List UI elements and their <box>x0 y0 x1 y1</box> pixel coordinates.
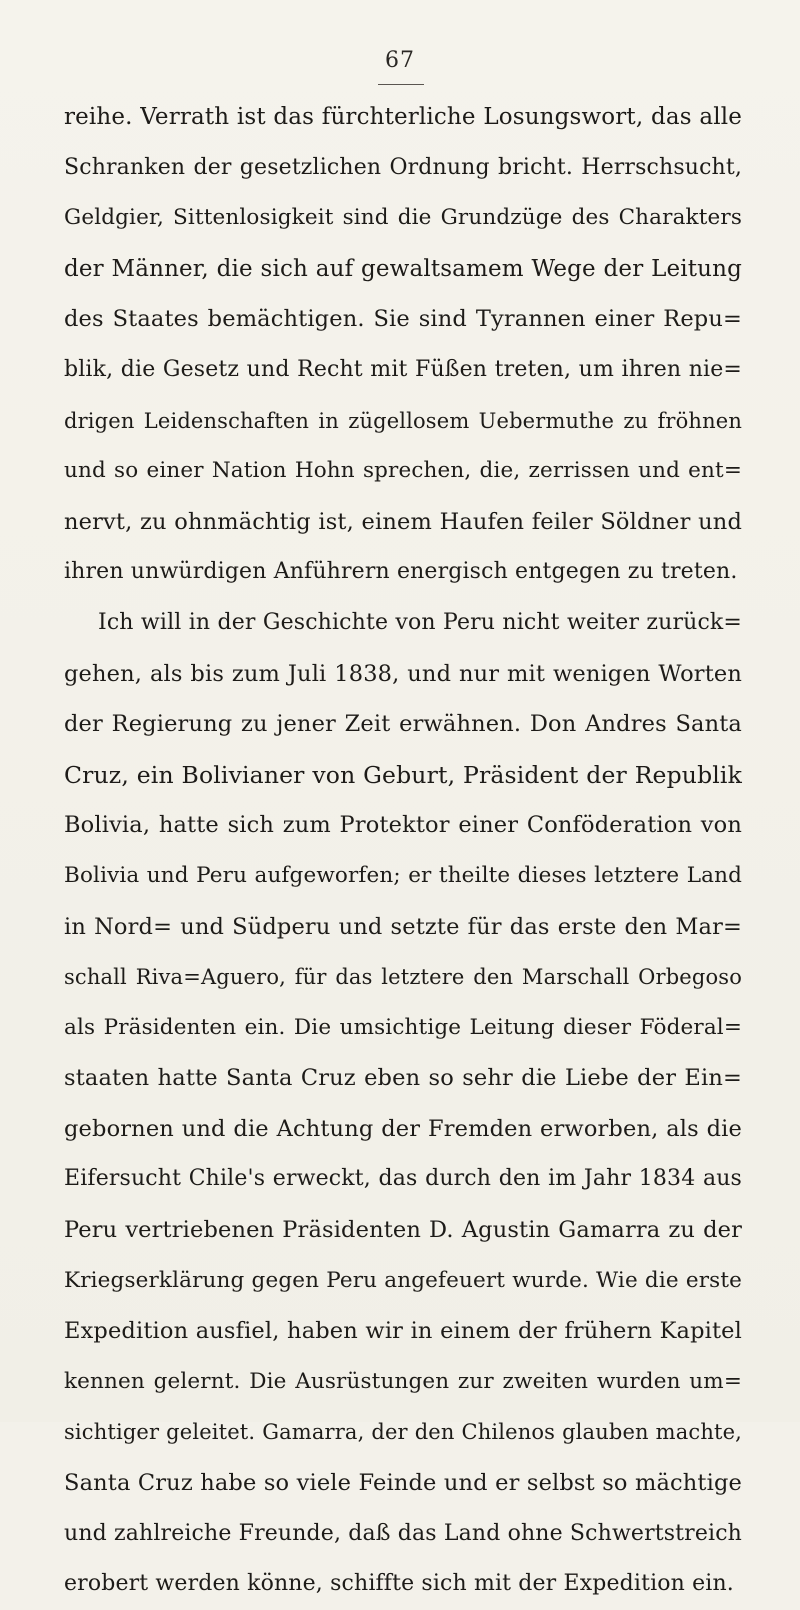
text-line: Eifersucht Chile's erweckt, das durch den im Jahr 1834 aus <box>64 1166 742 1192</box>
header-rule <box>378 84 424 85</box>
text-line: Geldgier, Sittenlosigkeit sind die Grundzüge des Charakters <box>64 205 742 231</box>
text-line: Peru vertriebenen Präsidenten D. Agustin Gamarra zu der <box>64 1217 742 1244</box>
text-line: als Präsidenten ein. Die umsichtige Leitung dieser Föderal= <box>64 1014 742 1040</box>
text-line: Expedition ausfiel, haben wir in einem der frühern Kapitel <box>64 1318 742 1345</box>
text-line: Schranken der gesetzlichen Ordnung bricht. Herrschsucht, <box>64 154 742 180</box>
text-line: und zahlreiche Freunde, daß das Land ohne Schwertstreich <box>64 1520 742 1546</box>
text-line: reihe. Verrath ist das fürchterliche Losungswort, das alle <box>64 104 742 130</box>
text-line: Cruz, ein Bolivianer von Geburt, Präsident der Republik <box>64 760 742 789</box>
text-line: sichtiger geleitet. Gamarra, der den Chilenos glauben machte, <box>64 1420 742 1445</box>
text-line: gebornen und die Achtung der Fremden erworben, als die <box>64 1115 742 1142</box>
text-line: der Männer, die sich auf gewaltsamem Wege der Leitung <box>64 255 742 282</box>
text-line: der Regierung zu jener Zeit erwähnen. Don Andres Santa <box>64 711 742 738</box>
text-line: schall Riva=Aguero, für das letztere den Marschall Orbegoso <box>64 965 742 990</box>
text-line: gehen, als bis zum Juli 1838, und nur mit wenigen Worten <box>64 660 742 687</box>
text-line: Ich will in der Geschichte von Peru nicht weiter zurück= <box>98 609 742 635</box>
text-line: blik, die Gesetz und Recht mit Füßen treten, um ihren nie= <box>64 356 742 382</box>
text-line: drigen Leidenschaften in zügellosem Uebermuthe zu fröhnen <box>64 408 742 433</box>
text-line: nervt, zu ohnmächtig ist, einem Haufen feiler Söldner und <box>64 508 742 535</box>
text-line: Bolivia, hatte sich zum Protektor einer Conföderation von <box>64 812 742 839</box>
text-line: staaten hatte Santa Cruz eben so sehr die Liebe der Ein= <box>64 1065 742 1092</box>
text-line: Santa Cruz habe so viele Feinde und er selbst so mächtige <box>64 1470 742 1497</box>
text-line: in Nord= und Südperu und setzte für das erste den Mar= <box>64 913 742 940</box>
text-line: Bolivia und Peru aufgeworfen; er theilte dieses letztere Land <box>64 862 742 888</box>
text-line: Kriegserklärung gegen Peru angefeuert wurde. Wie die erste <box>64 1267 742 1293</box>
page-number: 67 <box>385 48 415 73</box>
text-line: ihren unwürdigen Anführern energisch entgegen zu treten. <box>64 559 738 585</box>
text-line: und so einer Nation Hohn sprechen, die, zerrissen und ent= <box>64 458 742 484</box>
text-line: des Staates bemächtigen. Sie sind Tyrannen einer Repu= <box>64 306 742 333</box>
text-line: kennen gelernt. Die Ausrüstungen zur zweiten wurden um= <box>64 1368 742 1394</box>
body-text <box>64 92 742 1610</box>
text-line: erobert werden könne, schiffte sich mit der Expedition ein. <box>64 1571 734 1597</box>
